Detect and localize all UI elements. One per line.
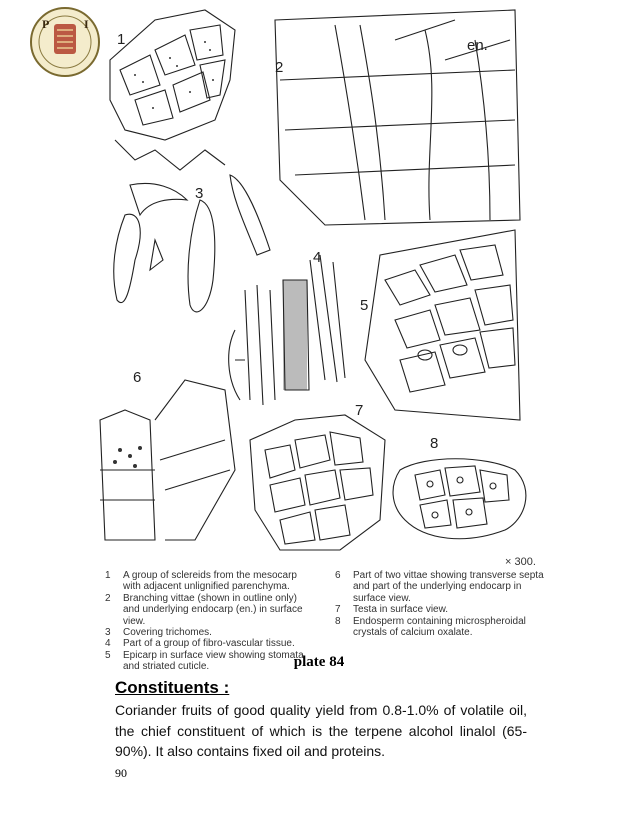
legend-item xyxy=(105,593,315,627)
legend-number: 2 xyxy=(105,592,111,604)
legend-text: Epicarp in surface view showing stomata and striated cuticle. xyxy=(123,649,304,673)
figure-label-4: 4 xyxy=(313,249,322,266)
drawing-6-vittae-septa xyxy=(100,380,235,540)
legend-number: 5 xyxy=(105,649,111,661)
seal-letter-i: I xyxy=(84,17,89,31)
figure-label-1: 1 xyxy=(117,31,126,48)
figure-label-6: 6 xyxy=(133,369,142,386)
legend-item xyxy=(335,604,545,615)
drawing-8-endosperm xyxy=(393,459,526,539)
legend-number: 6 xyxy=(335,570,341,581)
legend-item xyxy=(105,627,315,638)
figure-label-3: 3 xyxy=(195,185,204,202)
legend-text: A group of sclereids from the mesocarp with adjacent unlignified parenchyma. xyxy=(123,570,297,593)
legend-text: Endosperm containing microspheroidal crystals of calcium oxalate. xyxy=(353,615,526,639)
scale-label: × 300. xyxy=(505,556,536,568)
figure-label-en: en. xyxy=(467,37,488,54)
legend-item xyxy=(335,616,545,639)
drawing-1-sclereids xyxy=(110,10,235,170)
legend-text: Covering trichomes. xyxy=(123,627,212,639)
legend-text: Branching vittae (shown in outline only) and underlying endocarp (en.) in surface view. xyxy=(123,592,303,627)
university-seal-logo xyxy=(28,6,102,78)
legend-text: Part of a group of fibro-vascular tissue. xyxy=(123,638,295,650)
body-paragraph: Coriander fruits of good quality yield from 0.8-1.0% of volatile oil, the chief constituent of which is the terpene alcohol linalol (65-90%). It also contains fixed oil and proteins. xyxy=(115,702,527,759)
legend-item xyxy=(335,570,545,604)
drawing-7-testa xyxy=(250,415,385,550)
legend-number: 1 xyxy=(105,570,111,581)
legend-number: 3 xyxy=(105,627,111,639)
legend-number: 8 xyxy=(335,615,341,627)
plate-caption: plate 84 xyxy=(293,654,345,670)
legend-text: Testa in surface view. xyxy=(353,604,449,616)
legend-item xyxy=(105,570,315,593)
figure-label-5: 5 xyxy=(360,297,369,314)
drawing-5-epicarp xyxy=(365,230,520,420)
section-heading: Constituents : xyxy=(115,678,230,697)
legend-number: 4 xyxy=(105,638,111,650)
figure-label-2: 2 xyxy=(275,59,284,76)
page-number: 90 xyxy=(115,766,127,780)
legend-item xyxy=(105,638,315,649)
coriander-microscopy-plate xyxy=(95,0,555,560)
drawing-4-fibrovascular xyxy=(229,255,345,405)
figure-label-8: 8 xyxy=(430,435,439,452)
drawing-3-trichomes xyxy=(114,175,270,312)
legend-text: Part of two vittae showing transverse septa and part of the underlying endocarp in surface view. xyxy=(353,570,544,604)
legend-number: 7 xyxy=(335,604,341,616)
seal-letter-p: P xyxy=(42,17,50,31)
figure-label-7: 7 xyxy=(355,402,364,419)
